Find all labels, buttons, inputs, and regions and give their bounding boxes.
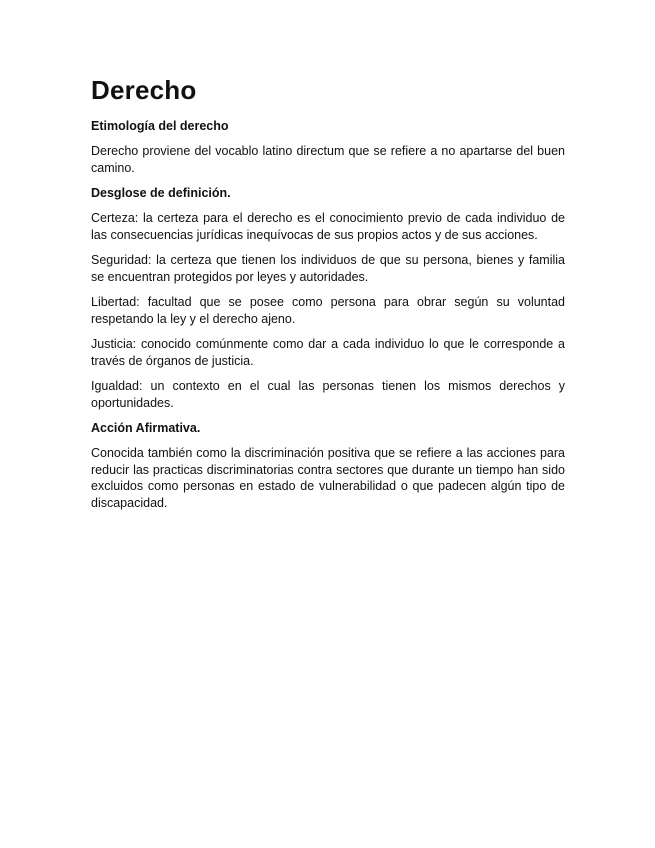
paragraph-libertad: Libertad: facultad que se posee como persona para obrar según su voluntad respetando la ley y el derecho ajeno. — [91, 295, 565, 326]
paragraph-igualdad: Igualdad: un contexto en el cual las personas tienen los mismos derechos y oportunidades. — [91, 379, 565, 410]
section-heading: Desglose de definición. — [91, 186, 231, 200]
section-accion-afirmativa — [91, 420, 565, 511]
paragraph: Derecho proviene del vocablo latino directum que se refiere a no apartarse del buen camino. — [91, 144, 565, 175]
section-heading: Acción Afirmativa. — [91, 421, 201, 435]
section-heading: Etimología del derecho — [91, 119, 229, 133]
paragraph-seguridad: Seguridad: la certeza que tienen los individuos de que su persona, bienes y familia se encuentran protegidos por leyes y autoridades. — [91, 253, 565, 284]
page-title: Derecho — [91, 75, 197, 105]
paragraph-justicia: Justicia: conocido comúnmente como dar a cada individuo lo que le corresponde a través de órganos de justicia. — [91, 337, 565, 368]
document-page — [91, 74, 565, 520]
paragraph: Conocida también como la discriminación positiva que se refiere a las acciones para reducir las practicas discriminatorias contra sectores que durante un tiempo han sido excluidos como personas en estado de vulnerabilidad o que padecen algún tipo de discapacidad. — [91, 446, 565, 510]
paragraph-certeza: Certeza: la certeza para el derecho es el conocimiento previo de cada individuo de las consecuencias jurídicas inequívocas de sus propios actos y de sus acciones. — [91, 211, 565, 242]
section-desglose — [91, 185, 565, 411]
section-etimologia — [91, 118, 565, 176]
